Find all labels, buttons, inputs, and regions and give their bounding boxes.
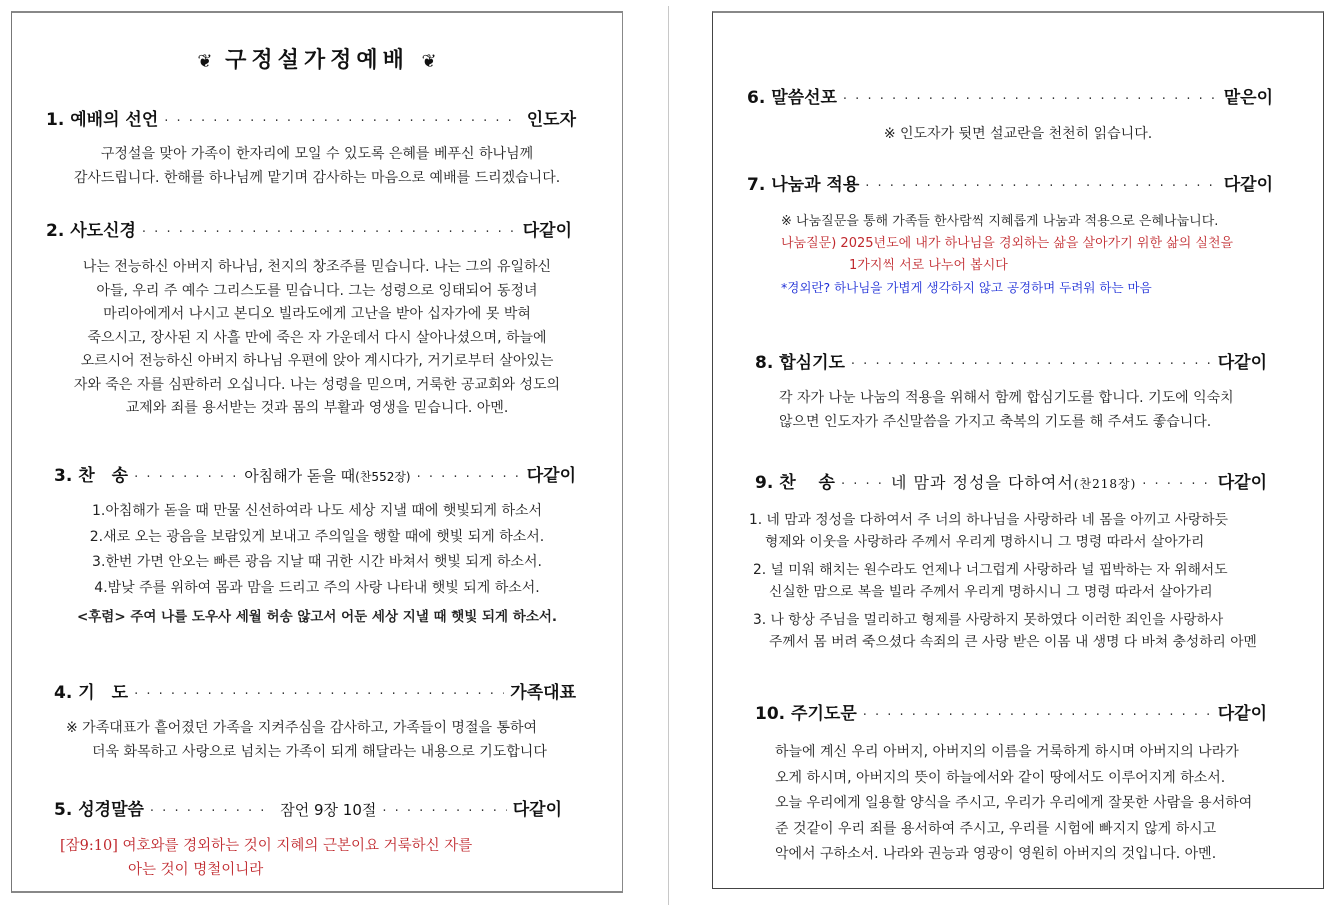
section-body-3 — [22, 499, 612, 631]
section-role: 다같이 — [1217, 473, 1267, 493]
section-title: 말씀선포 — [771, 88, 837, 108]
verse-line: 주께서 몸 버려 죽으셨다 속죄의 큰 사랑 받은 이몸 내 생명 다 바쳐 충성하리 아멘 — [769, 634, 1257, 650]
leader-dots — [843, 92, 1218, 107]
body-line: 구정설을 맞아 가족이 한자리에 모일 수 있도록 은혜를 베푸신 하나님께 — [100, 146, 534, 162]
prayer-line: 하늘에 계신 우리 아버지, 아버지의 이름을 거룩하게 하시며 아버지의 나라가 — [775, 744, 1239, 760]
prayer-line: 준 것같이 우리 죄를 용서하여 주시고, 우리를 시험에 빠지지 않게 하시고 — [775, 820, 1217, 837]
leader-dots — [134, 687, 504, 702]
section-body-4 — [66, 717, 612, 764]
hymn-title — [244, 465, 410, 486]
verse-line: 1. 네 맘과 정성을 다하여서 주 너의 하나님을 사랑하라 네 몸을 아끼고 사랑하듯 — [749, 512, 1228, 528]
hymn-refrain: <후렴> 주여 나를 도우사 세월 허송 않고서 어둔 세상 지낼 때 햇빛 되게 하소서. — [76, 609, 558, 625]
section-number: 10. — [755, 704, 786, 724]
section-title: 예배의 선언 — [70, 110, 159, 130]
section-heading-2 — [46, 216, 572, 241]
section-role: 다같이 — [512, 800, 562, 820]
hymn-verse: 2.새로 오는 광음을 보람있게 보내고 주의일을 행할 때에 햇빛 되게 하소서. — [89, 528, 545, 545]
body-line: 죽으시고, 장사된 지 사흘 만에 죽은 자 가운데서 다시 살아나셨으며, 하늘에 — [87, 329, 547, 346]
section-heading-1 — [46, 105, 576, 130]
section-title: 사도신경 — [70, 221, 136, 241]
body-line: ※ 가족대표가 흩어졌던 가족을 지켜주심을 감사하고, 가족들이 명절을 통하여 — [66, 720, 538, 736]
hymn-verse: 3.한번 가면 안오는 빠른 광음 지날 때 귀한 시간 바쳐서 햇빛 되게 하소서. — [92, 554, 542, 570]
verse-line: 신실한 맘으로 복을 빌라 주께서 우리게 명하시니 그 명령 따라서 살아가리 — [769, 584, 1213, 600]
section-role: 다같이 — [1217, 353, 1267, 373]
body-line: 않으면 인도자가 주신말씀을 가지고 축복의 기도를 해 주셔도 좋습니다. — [779, 413, 1212, 430]
scripture-reference: 잠언 9장 10절 — [280, 801, 377, 819]
leader-dots — [142, 225, 517, 240]
sharing-note: ※ 나눔질문을 통해 가족들 한사람씩 지혜롭게 나눔과 적용으로 은혜나눕니다. — [781, 214, 1219, 229]
section-title: 주기도문 — [791, 704, 857, 724]
verse-line: 2. 널 미워 해치는 원수라도 언제나 너그럽게 사랑하라 널 핍박하는 자 위해서도 — [753, 562, 1228, 578]
section-role: 다같이 — [1217, 704, 1267, 724]
body-line: 더욱 화목하고 사랑으로 넘치는 가족이 되게 해달라는 내용으로 기도합니다 — [92, 743, 547, 760]
hymn-name: 아침해가 돋을 때 — [244, 467, 356, 485]
body-line: 자와 죽은 자를 심판하러 오십니다. 나는 성령을 믿으며, 거룩한 공교회와 성도의 — [73, 376, 561, 393]
leader-dots — [865, 179, 1217, 194]
body-line: 나는 전능하신 아버지 하나님, 천지의 창조주를 믿습니다. 나는 그의 유일하신 — [82, 259, 552, 275]
section-title: 나눔과 적용 — [771, 175, 860, 195]
left-page — [11, 11, 623, 893]
body-line: 감사드립니다. 한해를 하나님께 맡기며 감사하는 마음으로 예배를 드리겠습니다. — [73, 169, 561, 186]
title-text: 구정설가정예배 — [225, 48, 409, 73]
section-number: 5. — [54, 800, 73, 820]
heart-ornament-icon: ❦ — [421, 51, 437, 72]
section-body-7 — [781, 211, 1317, 299]
section-number: 4. — [54, 683, 73, 703]
verse-line: 형제와 이웃을 사랑하라 주께서 우리게 명하시니 그 명령 따라서 살아가리 — [765, 534, 1205, 550]
leader-dots — [134, 470, 238, 485]
body-line: 교제와 죄를 용서받는 것과 몸의 부활과 영생을 믿습니다. 아멘. — [125, 400, 509, 416]
hymn-verse-1 — [749, 509, 1319, 553]
leader-dots — [841, 477, 885, 492]
body-line: 아들, 우리 주 예수 그리스도를 믿습니다. 그는 성령으로 잉태되어 동정녀 — [96, 282, 538, 299]
section-heading-4 — [54, 678, 576, 703]
hymn-verse-3 — [749, 609, 1319, 653]
leader-dots — [1142, 477, 1211, 492]
section-body-6 — [713, 123, 1323, 147]
prayer-line: 오늘 우리에게 일용할 양식을 주시고, 우리가 우리에게 잘못한 사람을 용서하여 — [775, 795, 1253, 811]
heart-ornament-icon: ❦ — [197, 51, 213, 72]
section-body-1 — [22, 143, 612, 190]
section-title: 기 도 — [78, 683, 129, 703]
page-divider — [668, 6, 669, 905]
leader-dots — [851, 357, 1212, 372]
section-role: 다같이 — [1223, 175, 1273, 195]
leader-dots — [417, 470, 521, 485]
section-role: 다같이 — [526, 466, 576, 486]
section-heading-5 — [54, 795, 562, 820]
verse-line: 아는 것이 명철이니라 — [128, 861, 264, 878]
body-line: 오르시어 전능하신 아버지 하나님 우편에 앉아 계시다가, 거기로부터 살아있는 — [80, 353, 554, 369]
page-title — [12, 43, 622, 74]
hymn-verse: 1.아침해가 돋을 때 만물 신선하여라 나도 세상 지낼 때에 햇빛되게 하소서 — [91, 503, 543, 519]
section-heading-10 — [755, 699, 1267, 724]
hymn-number: (찬218장) — [1073, 477, 1137, 491]
hymn-number: (찬552장) — [355, 470, 411, 484]
hymn-name: 네 맘과 정성을 다하여서 — [890, 473, 1074, 492]
section-number: 8. — [755, 353, 774, 373]
section-heading-6 — [747, 83, 1273, 108]
section-title: 찬 송 — [779, 473, 835, 493]
body-line: 각 자가 나눈 나눔의 적용을 위해서 함께 합심기도를 합니다. 기도에 익숙치 — [779, 390, 1234, 406]
section-role: 가족대표 — [510, 683, 576, 703]
section-role: 인도자 — [526, 110, 576, 130]
hymn-verse-2 — [749, 559, 1319, 603]
scripture-verse — [60, 835, 612, 882]
section-role: 맡은이 — [1223, 88, 1273, 108]
section-number: 2. — [46, 221, 65, 241]
sharing-question: 나눔질문) 2025년도에 내가 하나님을 경외하는 삶을 살아가기 위한 삶의 실천을 — [781, 236, 1234, 251]
section-heading-9 — [755, 468, 1267, 493]
section-heading-8 — [755, 348, 1267, 373]
leader-dots — [382, 804, 506, 819]
leader-dots — [863, 708, 1212, 723]
section-body-2 — [22, 256, 612, 421]
section-heading-3 — [54, 461, 576, 486]
sharing-question: 1가지씩 서로 나누어 봅시다 — [849, 258, 1008, 273]
leader-dots — [150, 804, 274, 819]
prayer-line: 오게 하시며, 아버지의 뜻이 하늘에서와 같이 땅에서도 이루어지게 하소서. — [775, 769, 1226, 786]
prayer-line: 악에서 구하소서. 나라와 권능과 영광이 영원히 아버지의 것입니다. 아멘. — [775, 846, 1217, 862]
section-body-10 — [775, 740, 1317, 868]
right-page — [712, 11, 1324, 889]
leader-dots — [164, 114, 520, 129]
section-title: 찬 송 — [78, 466, 129, 486]
section-body-8 — [779, 387, 1317, 434]
body-line: 마리아에게서 나시고 본디오 빌라도에게 고난을 받아 십자가에 못 박혀 — [103, 306, 531, 322]
hymn-verse: 4.밤낮 주를 위하여 몸과 맘을 드리고 주의 사랑 나타내 햇빛 되게 하소서. — [94, 579, 540, 596]
section-heading-7 — [747, 170, 1273, 195]
section-number: 1. — [46, 110, 65, 130]
definition-note: *경외란? 하나님을 가볍게 생각하지 않고 공경하며 두려워 하는 마음 — [781, 280, 1152, 295]
section-role: 다같이 — [522, 221, 572, 241]
section-body-9 — [749, 509, 1319, 653]
verse-line: [잠9:10] 여호와를 경외하는 것이 지혜의 근본이요 거룩하신 자를 — [60, 838, 473, 854]
section-number: 6. — [747, 88, 766, 108]
section-number: 9. — [755, 473, 774, 493]
section-title: 성경말씀 — [78, 800, 144, 820]
section-number: 7. — [747, 175, 766, 195]
hymn-title — [891, 470, 1136, 493]
verse-line: 3. 나 항상 주님을 멀리하고 형제를 사랑하지 못하였다 이러한 죄인을 사랑하사 — [753, 612, 1224, 628]
section-title: 합심기도 — [779, 353, 845, 373]
section-number: 3. — [54, 466, 73, 486]
body-line: ※ 인도자가 뒷면 설교란을 천천히 읽습니다. — [883, 126, 1153, 142]
